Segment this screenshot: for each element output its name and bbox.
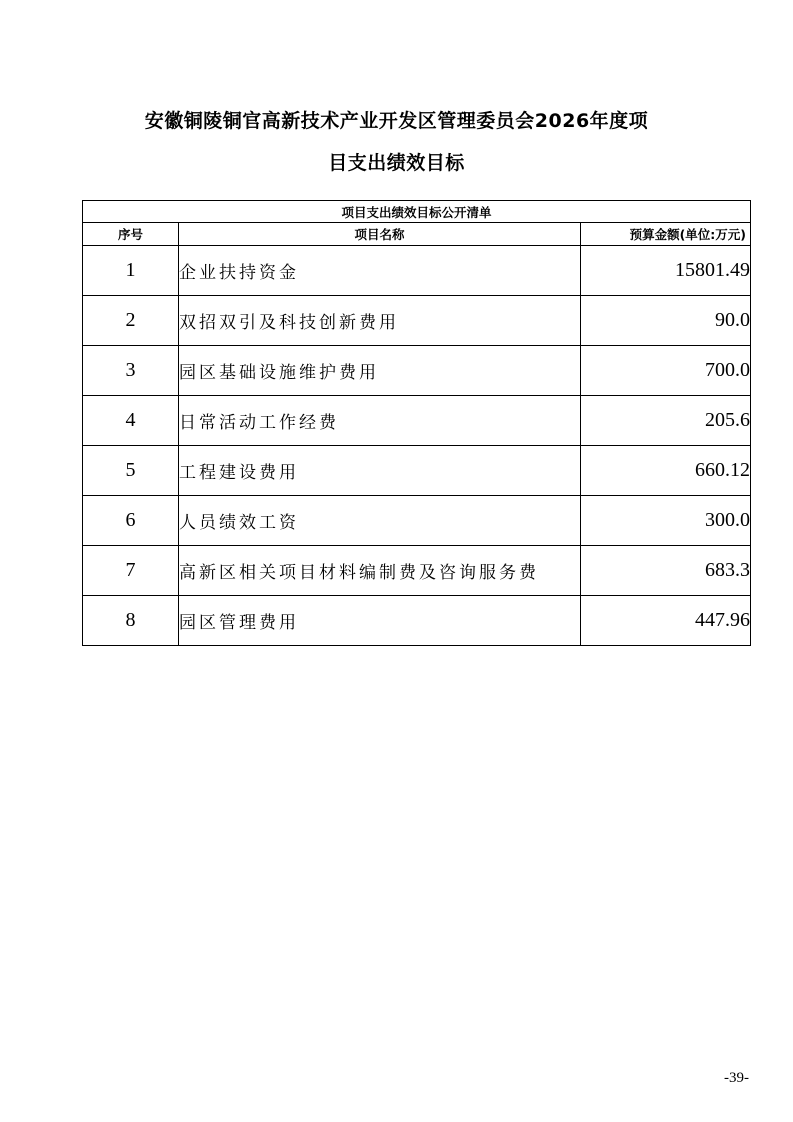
table-caption-row xyxy=(83,201,751,223)
table-row xyxy=(83,596,751,646)
page-number: -39- xyxy=(724,1070,749,1086)
table-header-row xyxy=(83,223,751,246)
header-index: 序号 xyxy=(83,223,179,246)
table-row xyxy=(83,496,751,546)
row-amount: 700.0 xyxy=(581,346,751,396)
row-index: 1 xyxy=(83,246,179,296)
row-index: 7 xyxy=(83,546,179,596)
row-amount: 683.3 xyxy=(581,546,751,596)
budget-table xyxy=(82,200,751,646)
table-row xyxy=(83,546,751,596)
row-index: 8 xyxy=(83,596,179,646)
row-amount: 660.12 xyxy=(581,446,751,496)
row-amount: 447.96 xyxy=(581,596,751,646)
table-caption: 项目支出绩效目标公开清单 xyxy=(83,201,751,223)
row-index: 4 xyxy=(83,396,179,446)
row-amount: 90.0 xyxy=(581,296,751,346)
header-amount: 预算金额(单位:万元) xyxy=(581,223,751,246)
table-row xyxy=(83,296,751,346)
table-row xyxy=(83,346,751,396)
row-index: 3 xyxy=(83,346,179,396)
row-project-name: 高新区相关项目材料编制费及咨询服务费 xyxy=(179,546,581,596)
document-title-line-2: 目支出绩效目标 xyxy=(328,152,465,174)
row-index: 2 xyxy=(83,296,179,346)
row-project-name: 双招双引及科技创新费用 xyxy=(179,296,581,346)
row-amount: 300.0 xyxy=(581,496,751,546)
row-index: 6 xyxy=(83,496,179,546)
row-project-name: 日常活动工作经费 xyxy=(179,396,581,446)
row-amount: 205.6 xyxy=(581,396,751,446)
row-index: 5 xyxy=(83,446,179,496)
table-row xyxy=(83,246,751,296)
row-project-name: 人员绩效工资 xyxy=(179,496,581,546)
row-amount: 15801.49 xyxy=(581,246,751,296)
header-name: 项目名称 xyxy=(179,223,581,246)
row-project-name: 园区管理费用 xyxy=(179,596,581,646)
row-project-name: 工程建设费用 xyxy=(179,446,581,496)
row-project-name: 企业扶持资金 xyxy=(179,246,581,296)
table-row xyxy=(83,396,751,446)
document-title-line-1: 安徽铜陵铜官高新技术产业开发区管理委员会2026年度项 xyxy=(144,110,649,132)
row-project-name: 园区基础设施维护费用 xyxy=(179,346,581,396)
table-row xyxy=(83,446,751,496)
